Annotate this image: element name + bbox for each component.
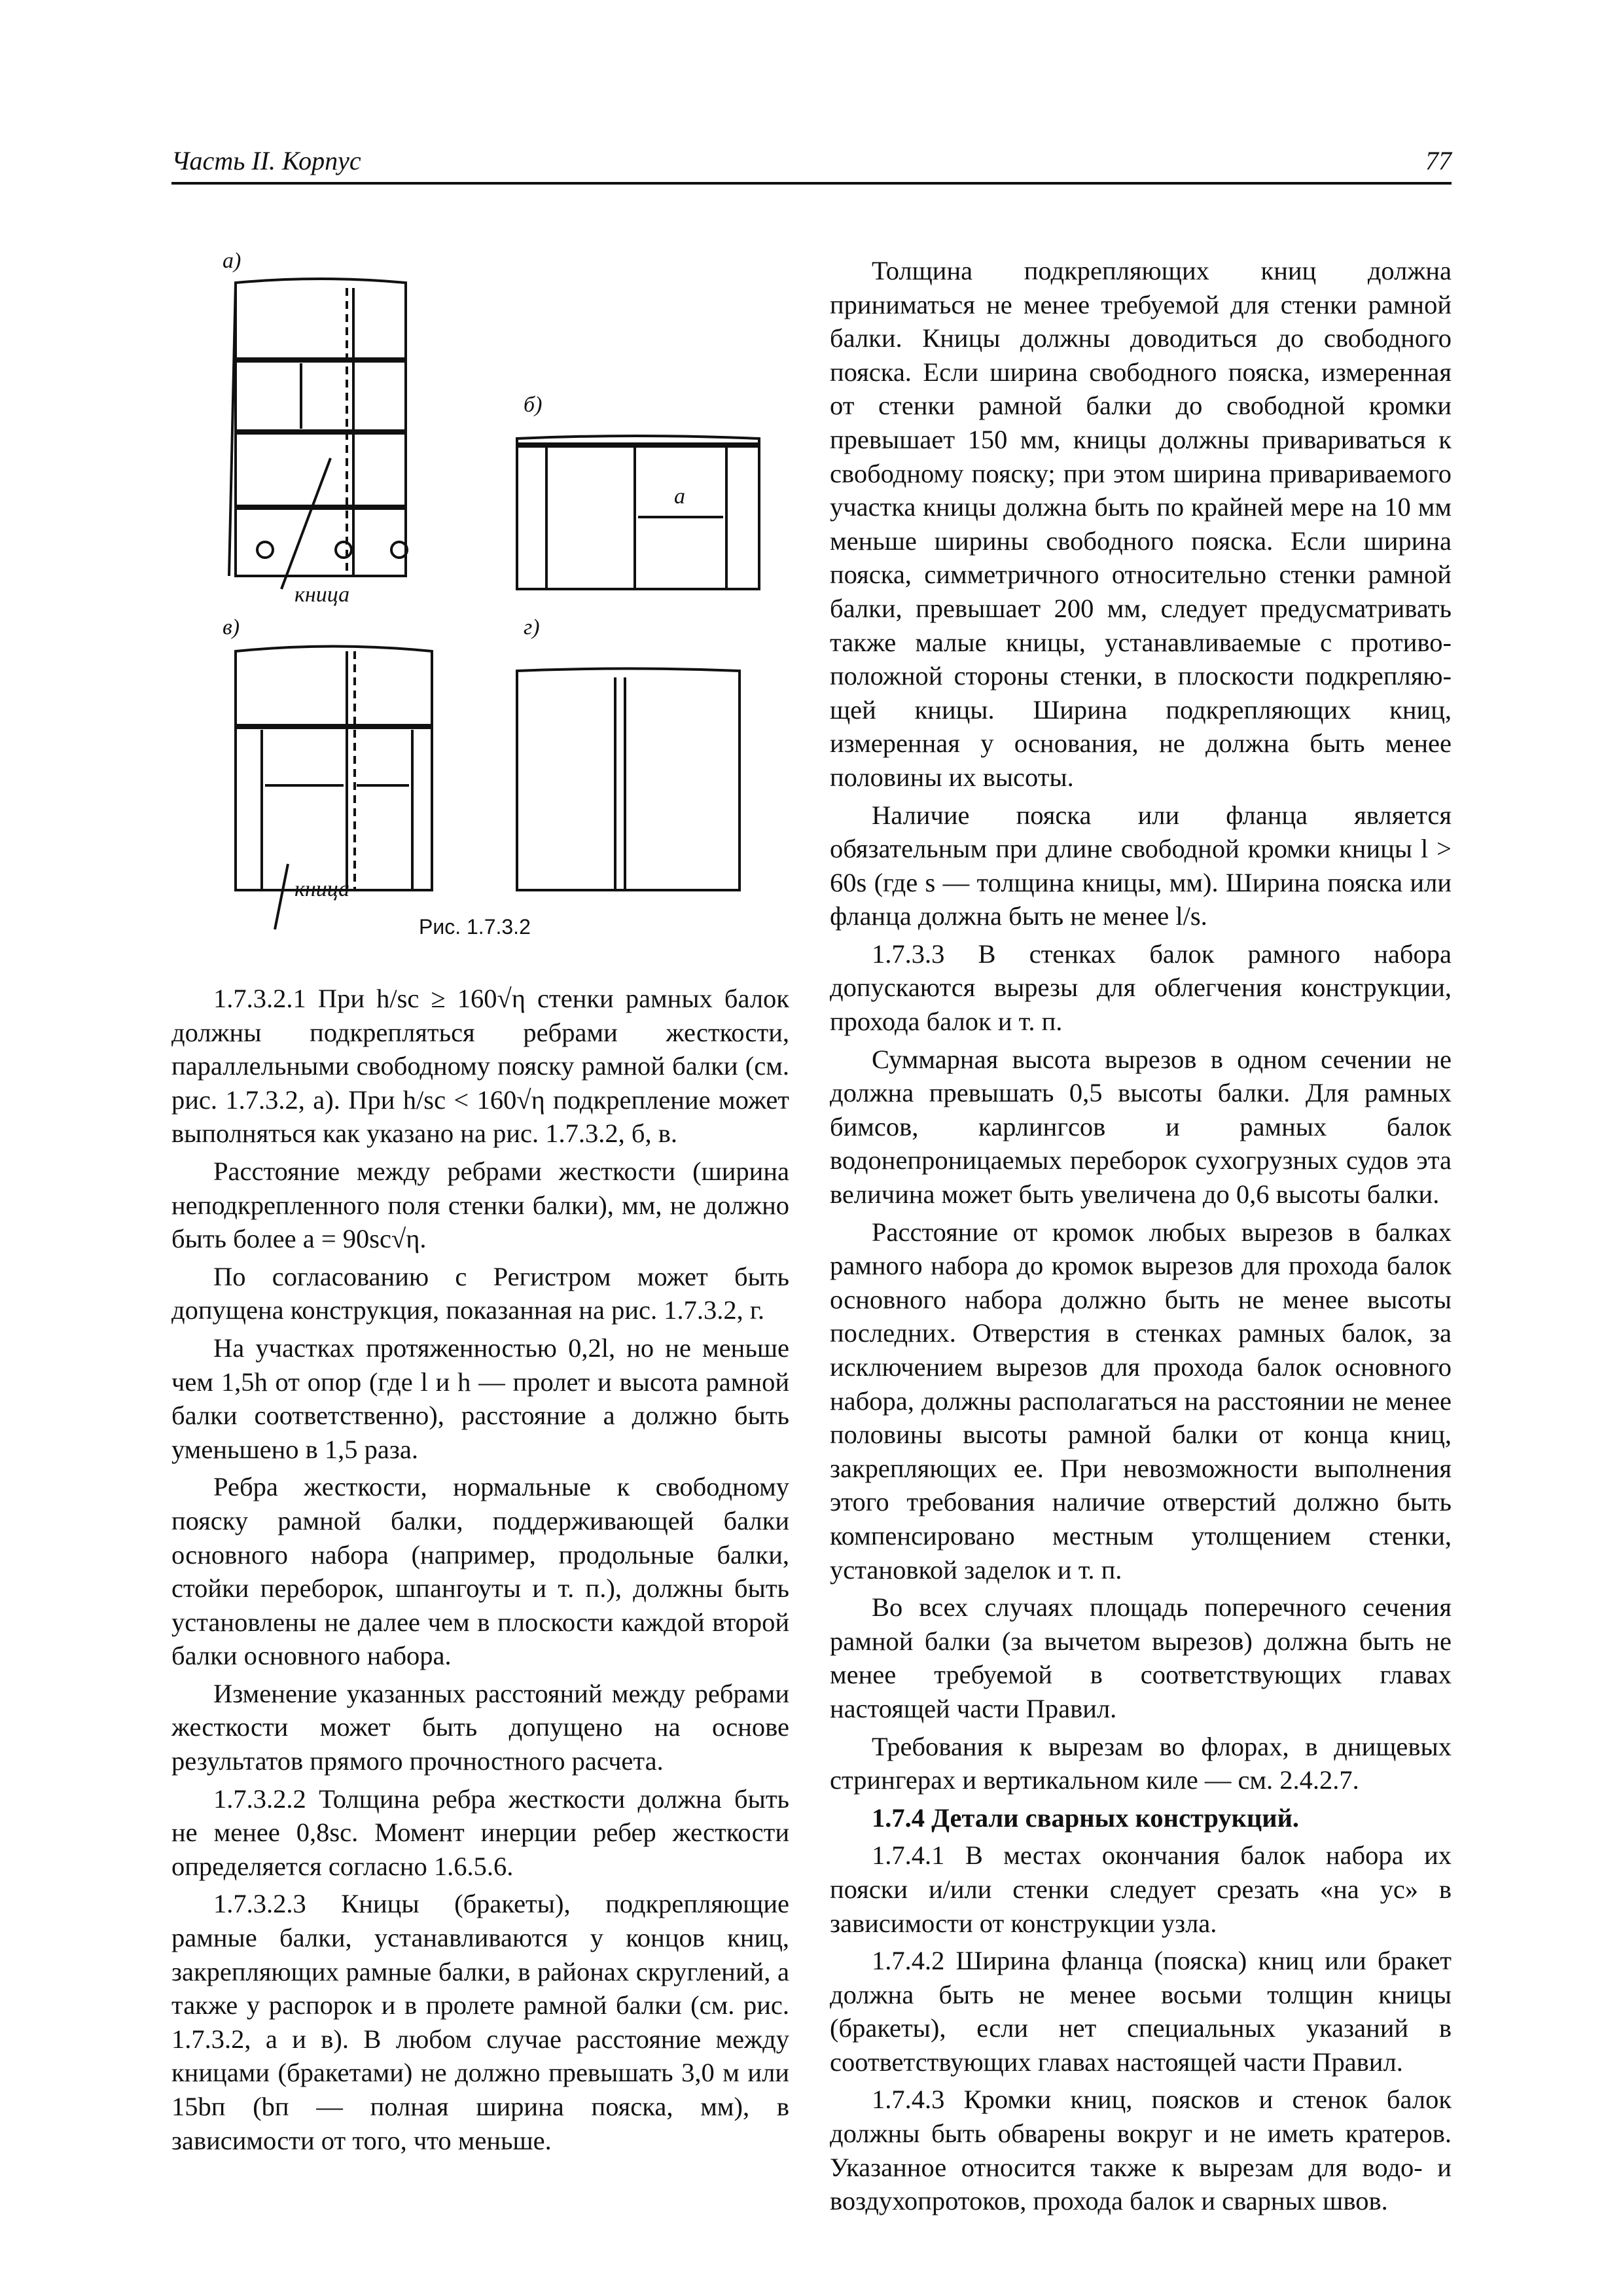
paragraph: 1.7.3.2.2 Толщина ребра жесткости должна быть не менее 0,8sc. Момент инерции ребер жесткости определяется согласно 1.6.5.6. [171, 1784, 789, 1881]
paragraph: 1.7.3.3 В стенках балок рамного набора допускаются вырезы для облегчения конструкции, прохода балок и т. п. [830, 939, 1452, 1037]
paragraph: На участках протяженностью 0,2l, но не меньше чем 1,5h от опор (где l и h — пролет и высота рамной балки соответственно), расстояние a должно быть уменьшено в 1,5 раза. [171, 1333, 789, 1464]
figure-label-g: г) [524, 615, 540, 639]
paragraph: Ребра жесткости, нормальные к свободному пояску рамной балки, поддерживающей балки основного набора (например, продольные балки, стойки переборок, шпангоуты и т. п.), должны быть установлены не далее чем в плоскости каждой второй балки основного набора. [171, 1472, 789, 1671]
figure-label-a: а) [223, 249, 241, 273]
running-title: Часть II. Корпус [171, 146, 361, 175]
right-column [830, 254, 1452, 2222]
paragraph: Расстояние между ребрами жесткости (ширина неподкрепленного поля стенки балки), мм, не должно быть более a = 90sc√η. [171, 1156, 789, 1254]
paragraph: 1.7.4.1 В местах окончания балок набора их пояски и/или стенки следует срезать «на ус» в зависимости от конструкции узла. [830, 1840, 1452, 1938]
paragraph: Изменение указанных расстояний между ребрами жесткости может быть допущено на основе результатов прямого прочностного расчета. [171, 1678, 789, 1776]
page-header [171, 143, 1452, 185]
paragraph: Суммарная высота вырезов в одном сечении не должна превышать 0,5 высоты балки. Для рамных бимсов, карлингсов и рамных балок водонепроницаемых переборок сухогрузных судов эта величина может быть увеличена до 0,6 высоты балки. [830, 1044, 1452, 1210]
figure-drawing [216, 249, 582, 929]
figure-label-knitsa-2: кница [294, 877, 350, 901]
paragraph: Расстояние от кромок любых вырезов в балках рамного набора до кромок вырезов для прохода балок основного набора должно быть не менее высоты последних. Отверстия в стенках рамных балок, за исключением вырезов для прохода балок основного набора, должны располагаться на расстоянии не менее половины высоты рамной балки от конца книц, закрепляющих ее. При невозможности выполнения этого требования наличие отверстий должно быть компенсировано местным утолщением стенки, установкой заделок и т. п. [830, 1217, 1452, 1585]
paragraph: 1.7.3.2.3 Кницы (бракеты), подкрепляющие рамные балки, устанавливаются у концов книц, закрепляющих рамные балки, в районах скруглений, а также у распорок и в пролете рамной балки (см. рис. 1.7.3.2, а и в). В любом случае расстояние между кницами (бракетами) не должно превышать 3,0 м или 15bп (bп — полная ширина пояска, мм), в зависимости от того, что меньше. [171, 1889, 789, 2155]
figure-label-v: в) [223, 615, 240, 639]
paragraph: Требования к вырезам во флорах, в днищевых стрингерах и вертикальном киле — см. 2.4.2.7. [830, 1731, 1452, 1795]
figure-caption: Рис. 1.7.3.2 [419, 915, 531, 939]
section-heading: 1.7.4 Детали сварных конструкций. [872, 1803, 1300, 1833]
paragraph: 1.7.4.2 Ширина фланца (пояска) книц или бракет должна быть не менее восьми толщин кницы (бракеты), если нет специальных указаний в соответствующих главах настоящей части Правил. [830, 1946, 1452, 2077]
left-column [171, 982, 789, 2161]
paragraph: Во всех случаях площадь поперечного сечения рамной балки (за вычетом вырезов) должна быть не менее требуемой в соответствующих главах настоящей части Правил. [830, 1592, 1452, 1723]
figure-label-b: б) [524, 393, 543, 417]
figure-dimension-a: a [674, 484, 685, 509]
figure-1-7-3-2 [216, 249, 685, 929]
paragraph: По согласованию с Регистром может быть допущена конструкция, показанная на рис. 1.7.3.2, г. [171, 1261, 789, 1325]
paragraph: 1.7.4.3 Кромки книц, поясков и стенок балок должны быть обварены вокруг и не иметь кратеров. Указанное относится также к вырезам для водо- и воздухопротоков, прохода балок и сварных швов. [830, 2085, 1452, 2216]
paragraph: Толщина подкрепляющих книц должна приниматься не менее требуемой для стенки рамной балки. Кницы должны доводиться до свободного пояска. Если ширина свободного пояска, измеренная от стенки рамной балки до свободной кромки превышает 150 мм, кницы должны привариваться к свободному пояску; при этом ширина привариваемого участка кницы должна быть по крайней мере на 10 мм меньше ширины свободного пояска. Если ширина пояска, симметричного относительно стенки рамной балки, превышает 200 мм, следует предусматривать также малые кницы, устанавливаемые с противо-положной стороны стенки, в плоскости подкрепляю-щей кницы. Ширина подкрепляющих книц, измеренная у основания, не должна быть менее половины их высоты. [830, 256, 1452, 792]
figure-label-knitsa-1: кница [294, 583, 350, 607]
paragraph: 1.7.3.2.1 При h/sc ≥ 160√η стенки рамных балок должны подкрепляться ребрами жесткости, параллельными свободному пояску рамной балки (см. рис. 1.7.3.2, а). При h/sc < 160√η подкрепление может выполняться как указано на рис. 1.7.3.2, б, в. [171, 984, 789, 1149]
page-number: 77 [1425, 146, 1452, 175]
paragraph: Наличие пояска или фланца является обязательным при длине свободной кромки кницы l > 60s (где s — толщина кницы, мм). Ширина пояска или фланца должна быть не менее l/s. [830, 800, 1452, 931]
